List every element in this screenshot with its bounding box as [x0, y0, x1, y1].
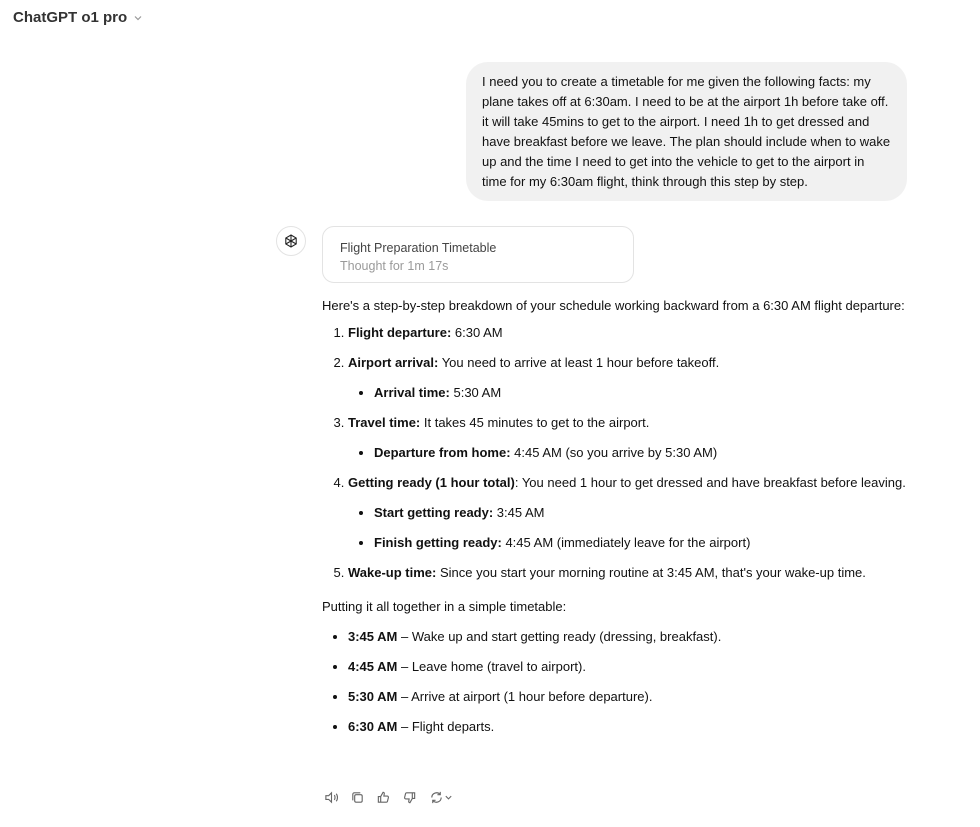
thought-title: Flight Preparation Timetable: [340, 241, 497, 255]
summary-time: 4:45 AM: [348, 659, 398, 674]
copy-icon: [350, 790, 365, 805]
step-text: Since you start your morning routine at 3:45 AM, that's your wake-up time.: [436, 565, 866, 580]
summary-time: 6:30 AM: [348, 719, 398, 734]
sub-label: Start getting ready:: [374, 505, 494, 520]
sub-item: [374, 443, 912, 463]
sub-list: [348, 443, 912, 463]
summary-text: – Leave home (travel to airport).: [397, 659, 586, 674]
message-actions: [322, 788, 456, 806]
step-item: [348, 353, 912, 403]
step-item: [348, 413, 912, 463]
summary-intro: Putting it all together in a simple timetable:: [322, 599, 567, 614]
step-label: Flight departure:: [348, 325, 452, 340]
regenerate-button[interactable]: [426, 788, 456, 806]
summary-text: – Flight departs.: [397, 719, 495, 734]
thought-duration: Thought for 1m 17s: [340, 259, 449, 273]
assistant-answer: [322, 295, 912, 747]
openai-logo-icon: [283, 233, 299, 249]
step-label: Travel time:: [348, 415, 421, 430]
sub-item: [374, 503, 912, 523]
read-aloud-icon: [324, 790, 339, 805]
copy-button[interactable]: [348, 788, 366, 806]
step-label: Airport arrival:: [348, 355, 439, 370]
summary-item: [348, 657, 912, 677]
step-text: : You need 1 hour to get dressed and have breakfast before leaving.: [514, 475, 906, 490]
assistant-avatar: [276, 226, 306, 256]
sub-label: Departure from home:: [374, 445, 511, 460]
thumbs-up-icon: [376, 790, 391, 805]
model-name: ChatGPT o1 pro: [13, 9, 128, 26]
sub-list: [348, 503, 912, 553]
step-label: Wake-up time:: [348, 565, 437, 580]
step-text: 6:30 AM: [451, 325, 503, 340]
summary-item: [348, 717, 912, 737]
sub-label: Finish getting ready:: [374, 535, 502, 550]
step-text: It takes 45 minutes to get to the airport.: [420, 415, 650, 430]
sub-text: 4:45 AM (immediately leave for the airport): [501, 535, 751, 550]
bad-response-button[interactable]: [400, 788, 418, 806]
summary-item: [348, 687, 912, 707]
user-message: I need you to create a timetable for me given the following facts: my plane takes off at 6:30am. I need to be at the airport 1h before take off. it will take 45mins to get to the airport. I need 1h to get dressed and have breakfast before we leave. The plan should include when to wake up and the time I need to get into the vehicle to get to the airport in time for my 6:30am flight, think through this step by step.: [466, 62, 907, 201]
step-text: You need to arrive at least 1 hour before takeoff.: [438, 355, 720, 370]
regenerate-icon: [429, 790, 444, 805]
summary-time: 5:30 AM: [348, 689, 398, 704]
summary-item: [348, 627, 912, 647]
read-aloud-button[interactable]: [322, 788, 340, 806]
summary-text: – Wake up and start getting ready (dressing, breakfast).: [397, 629, 722, 644]
sub-label: Arrival time:: [374, 385, 450, 400]
sub-item: [374, 533, 912, 553]
chevron-down-icon: [444, 793, 453, 802]
sub-text: 4:45 AM (so you arrive by 5:30 AM): [510, 445, 718, 460]
sub-text: 3:45 AM: [493, 505, 545, 520]
sub-text: 5:30 AM: [449, 385, 502, 400]
summary-time: 3:45 AM: [348, 629, 398, 644]
chevron-down-icon: [133, 13, 143, 23]
step-label: Getting ready (1 hour total): [348, 475, 515, 490]
thumbs-down-icon: [402, 790, 417, 805]
steps-list: [322, 323, 912, 583]
summary-text: – Arrive at airport (1 hour before departure).: [397, 689, 653, 704]
step-item: [348, 563, 912, 583]
model-selector[interactable]: [13, 9, 143, 26]
sub-list: [348, 383, 912, 403]
summary-list: [322, 627, 912, 737]
step-item: [348, 473, 912, 553]
sub-item: [374, 383, 912, 403]
answer-intro: Here's a step-by-step breakdown of your schedule working backward from a 6:30 AM flight departure:: [322, 298, 905, 313]
step-item: [348, 323, 912, 343]
thought-card[interactable]: [322, 226, 634, 283]
good-response-button[interactable]: [374, 788, 392, 806]
